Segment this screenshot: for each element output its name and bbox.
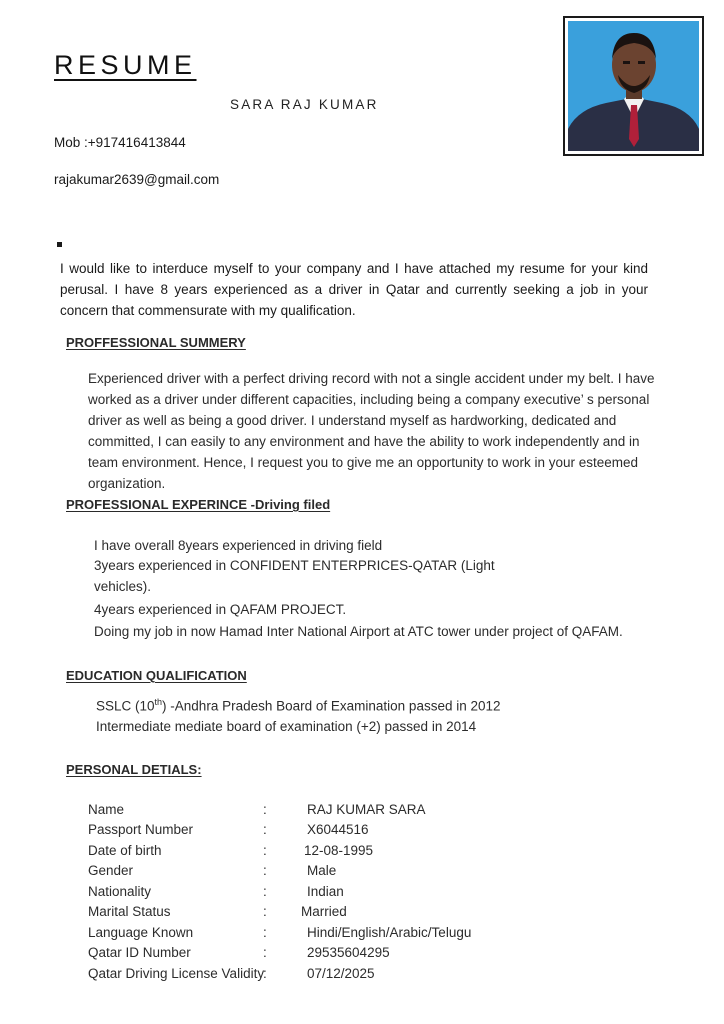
experience-line: Doing my job in now Hamad Inter National Airport at ATC tower under project of QAFAM. bbox=[94, 624, 623, 639]
experience-line: 4years experienced in QAFAM PROJECT. bbox=[94, 602, 347, 617]
profile-photo bbox=[563, 16, 704, 156]
education-heading: EDUCATION QUALIFICATION bbox=[66, 668, 247, 683]
detail-label-gender: Gender bbox=[88, 863, 134, 878]
detail-label-dob: Date of birth bbox=[88, 843, 162, 858]
detail-value-nationality: Indian bbox=[307, 884, 344, 899]
detail-label-qatar-id: Qatar ID Number bbox=[88, 945, 191, 960]
email-address: rajakumar2639@gmail.com bbox=[54, 172, 220, 187]
detail-colon: : bbox=[263, 884, 267, 899]
detail-colon: : bbox=[263, 822, 267, 837]
experience-line: 3years experienced in CONFIDENT ENTERPRICES-QATAR (Light bbox=[94, 558, 495, 573]
candidate-name: SARA RAJ KUMAR bbox=[230, 97, 379, 112]
detail-value-qatar-id: 29535604295 bbox=[307, 945, 390, 960]
detail-colon: : bbox=[263, 863, 267, 878]
education-intermediate: Intermediate mediate board of examination (+2) passed in 2014 bbox=[96, 719, 477, 734]
summary-paragraph: Experienced driver with a perfect driving record with not a single accident under my belt. I have worked as a driver under different capacities, including being a company executive’ s personal driver as well as being a good driver. I understand myself as hardworking, dedicated and committed, I can easily to any environment and have the ability to work independently and in team environment. Hence, I request you to give me an opportunity to work in your esteemed organization. bbox=[88, 371, 655, 491]
summary-heading: PROFFESSIONAL SUMMERY bbox=[66, 335, 246, 350]
detail-colon: : bbox=[263, 945, 267, 960]
detail-colon: : bbox=[263, 843, 267, 858]
detail-colon: : bbox=[263, 966, 267, 981]
experience-line: vehicles). bbox=[94, 579, 152, 594]
detail-value-license: 07/12/2025 bbox=[307, 966, 375, 981]
detail-label-marital: Marital Status bbox=[88, 904, 171, 919]
education-sslc: SSLC (10th) -Andhra Pradesh Board of Examination passed in 2012 bbox=[96, 697, 501, 714]
detail-value-name: RAJ KUMAR SARA bbox=[307, 802, 426, 817]
experience-heading: PROFESSIONAL EXPERINCE -Driving filed bbox=[66, 497, 331, 512]
detail-label-license: Qatar Driving License Validity bbox=[88, 966, 265, 981]
detail-label-language: Language Known bbox=[88, 925, 194, 940]
personal-heading: PERSONAL DETIALS: bbox=[66, 762, 202, 777]
detail-label-name: Name bbox=[88, 802, 125, 817]
experience-line: I have overall 8years experienced in driving field bbox=[94, 538, 383, 553]
detail-value-language: Hindi/English/Arabic/Telugu bbox=[307, 925, 472, 940]
detail-label-passport: Passport Number bbox=[88, 822, 194, 837]
detail-value-gender: Male bbox=[307, 863, 337, 878]
detail-value-marital: Married bbox=[301, 904, 347, 919]
mobile-number: Mob :+917416413844 bbox=[54, 135, 186, 150]
detail-label-nationality: Nationality bbox=[88, 884, 152, 899]
detail-colon: : bbox=[263, 802, 267, 817]
detail-value-passport: X6044516 bbox=[307, 822, 369, 837]
portrait-image bbox=[568, 21, 699, 151]
bullet-point bbox=[57, 242, 62, 247]
resume-title: RESUME bbox=[54, 50, 197, 80]
detail-colon: : bbox=[263, 925, 267, 940]
detail-colon: : bbox=[263, 904, 267, 919]
detail-value-dob: 12-08-1995 bbox=[304, 843, 374, 858]
intro-paragraph: I would like to interduce myself to your company and I have attached my resume for your kind perusal. I have 8 years experienced as a driver in Qatar and currently seeking a job in your concern that commensurate with my qualification. bbox=[60, 261, 648, 318]
